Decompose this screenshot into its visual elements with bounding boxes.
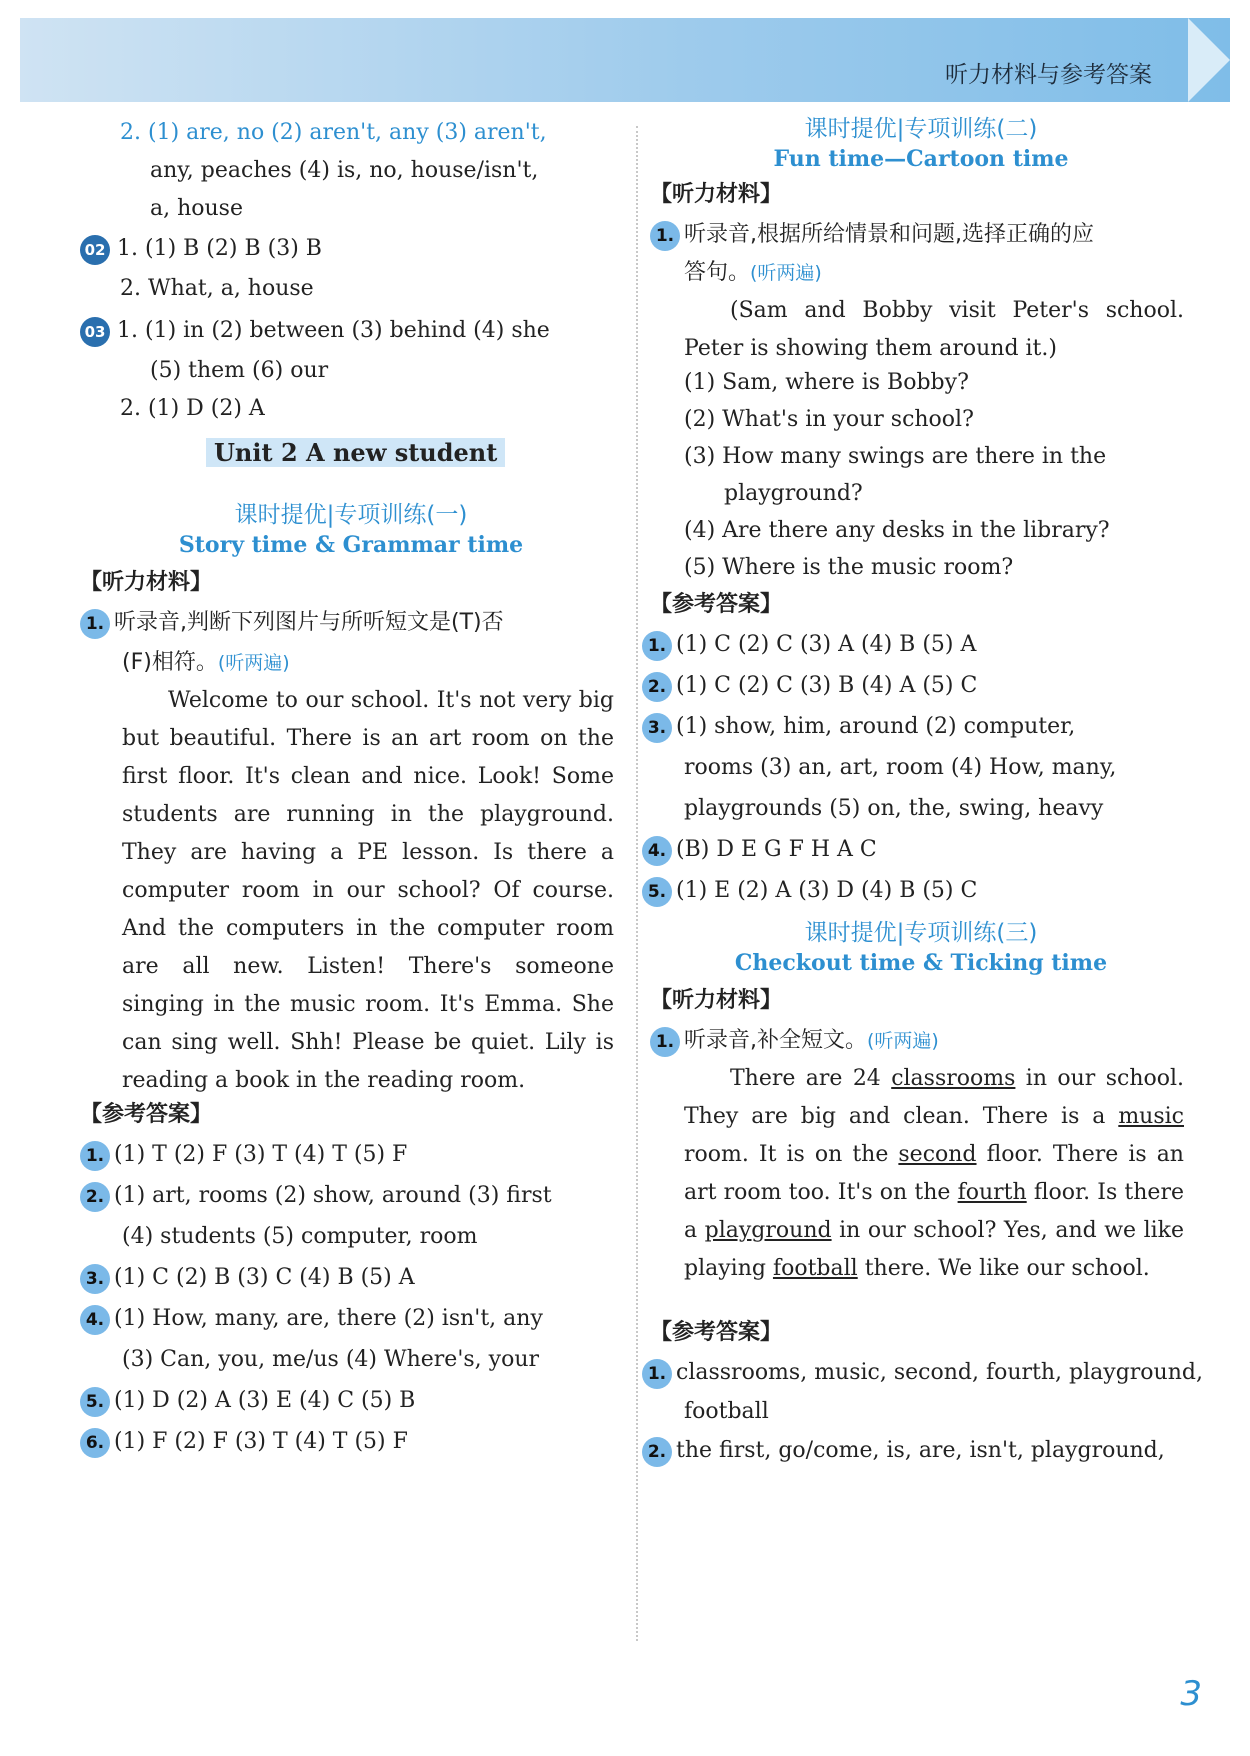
answer-line	[122, 1222, 478, 1252]
listening-question: (1) Sam, where is Bobby?	[684, 370, 969, 395]
q1-instruction: 1. 听录音,判断下列图片与所听短文是(T)否	[80, 608, 504, 639]
answer-number-badge: 4.	[80, 1305, 110, 1335]
answer-number-badge: 6.	[80, 1428, 110, 1458]
section-03	[80, 316, 550, 347]
answer-line	[642, 1436, 1165, 1467]
answer-line	[80, 1304, 543, 1335]
answer-text: (1) F (2) F (3) T (4) T (5) F	[114, 1429, 408, 1454]
section-subtitle-1: Story time & Grammar time	[178, 532, 524, 558]
section-subtitle-3: Checkout time & Ticking time	[734, 950, 1108, 976]
answer-number-badge: 3.	[80, 1264, 110, 1294]
q1-instruction: 1. 听录音,根据所给情景和问题,选择正确的应	[650, 220, 1094, 251]
answer-text: (1) D (2) A (3) E (4) C (5) B	[114, 1388, 416, 1413]
answer-text: (B) D E G F H A C	[676, 837, 877, 862]
section-tag: 03	[80, 317, 110, 347]
answer-number-badge: 1.	[642, 631, 672, 661]
q2-line-3: a, house	[150, 196, 243, 221]
listening-intro: (Sam and Bobby visit Peter's school. Peter is showing them around it.)	[684, 298, 1184, 361]
answer-text: (1) C (2) B (3) C (4) B (5) A	[114, 1265, 415, 1290]
listening-question: (4) Are there any desks in the library?	[684, 518, 1110, 543]
listening-question: (5) Where is the music room?	[684, 555, 1014, 580]
listening-passage: Welcome to our school. It's not very big but beautiful. There is an art room on the first floor. It's clean and nice. Look! Some students are running in the playground. They are having a PE lesson. Is there a computer room in our school? Of course. And the computers in the computer room are all new. Listen! There's someone singing in the music room. It's Emma. She can sing well. Shh! Please be quiet. Lily is reading a book in the reading room.	[122, 688, 614, 1093]
answer-line	[80, 1427, 408, 1458]
answer-number-badge: 2.	[80, 1182, 110, 1212]
q2-line-1: 2. (1) are, no (2) aren't, any (3) aren't,	[120, 120, 547, 145]
q1-instruction-cont: 答句。(听两遍)	[684, 260, 822, 285]
header-banner	[20, 18, 1230, 102]
answer-text: (1) T (2) F (3) T (4) T (5) F	[114, 1142, 408, 1167]
answers-heading: 【参考答案】	[650, 1320, 783, 1345]
cloze-answer: playground	[704, 1218, 832, 1243]
answer-text: (1) art, rooms (2) show, around (3) first	[114, 1183, 552, 1208]
listening-heading: 【听力材料】	[80, 570, 213, 595]
listening-heading: 【听力材料】	[650, 182, 783, 207]
answer-line	[80, 1386, 415, 1417]
answer-text: (4) students (5) computer, room	[122, 1224, 478, 1249]
answers-heading: 【参考答案】	[650, 592, 783, 617]
answer-text: classrooms, music, second, fourth, playground,	[676, 1360, 1203, 1385]
q2-line-2: any, peaches (4) is, no, house/isn't,	[150, 158, 539, 183]
answer-line	[80, 1140, 407, 1171]
answer-line	[684, 1397, 769, 1427]
unit-title: Unit 2 A new student	[206, 438, 505, 467]
answer-number-badge: 2.	[642, 1437, 672, 1467]
banner-arrow-icon	[1188, 18, 1230, 102]
answer-text: (1) C (2) C (3) B (4) A (5) C	[676, 673, 978, 698]
answer-text: (1) How, many, are, there (2) isn't, any	[114, 1306, 543, 1331]
listening-question: (3) How many swings are there in the	[684, 444, 1107, 469]
answer-line	[80, 1181, 552, 1212]
answer-text: the first, go/come, is, are, isn't, playground,	[676, 1438, 1165, 1463]
answer-line	[80, 1263, 415, 1294]
section-subtitle-2: Fun time—Cartoon time	[773, 146, 1069, 172]
cloze-answer: classrooms	[891, 1066, 1016, 1091]
q1b-instruction: 1. 听录音,补全短文。(听两遍)	[650, 1026, 939, 1057]
cloze-passage: There are 24 classrooms in our school. They are big and clean. There is a music room. It is on the second floor. There is an art room too. It's on the fourth floor. Is there a playground in our school? Yes, and we like playing football there. We like our school.	[684, 1066, 1185, 1281]
answer-line	[122, 1345, 539, 1375]
question-number-badge: 1.	[650, 221, 680, 251]
question-number-badge: 1.	[650, 1027, 680, 1057]
column-divider	[636, 126, 638, 1641]
s02-line-2: 2. What, a, house	[120, 276, 314, 301]
page-number: 3	[1180, 1674, 1202, 1714]
cloze-answer: fourth	[957, 1180, 1027, 1205]
question-number-badge: 1.	[80, 609, 110, 639]
section-title-2: 课时提优|专项训练(二)	[804, 116, 1038, 142]
answer-line	[642, 1358, 1203, 1389]
answer-number-badge: 3.	[642, 713, 672, 743]
answer-text: (1) E (2) A (3) D (4) B (5) C	[676, 878, 978, 903]
answer-line	[642, 630, 976, 661]
answer-number-badge: 2.	[642, 672, 672, 702]
answer-number-badge: 4.	[642, 836, 672, 866]
answer-line	[642, 876, 977, 907]
cloze-answer: music	[1118, 1104, 1184, 1129]
listening-question: playground?	[724, 481, 863, 506]
header-title: 听力材料与参考答案	[945, 62, 1152, 88]
s03-line-1: 1. (1) in (2) between (3) behind (4) she	[117, 318, 550, 343]
section-tag: 02	[80, 235, 110, 265]
s03-line-3: 2. (1) D (2) A	[120, 396, 265, 421]
section-title-3: 课时提优|专项训练(三)	[804, 920, 1038, 946]
cloze-answer: second	[898, 1142, 977, 1167]
section-02	[80, 234, 322, 265]
answer-text: (1) C (2) C (3) A (4) B (5) A	[676, 632, 977, 657]
section-title-1: 课时提优|专项训练(一)	[234, 502, 468, 528]
listening-heading: 【听力材料】	[650, 988, 783, 1013]
answer-text: (1) show, him, around (2) computer,	[676, 714, 1076, 739]
s02-line-1: 1. (1) B (2) B (3) B	[117, 236, 322, 261]
cloze-answer: football	[772, 1256, 858, 1281]
answer-line	[642, 671, 977, 702]
answer-text: playgrounds (5) on, the, swing, heavy	[684, 796, 1104, 821]
answer-text: rooms (3) an, art, room (4) How, many,	[684, 755, 1117, 780]
answer-text: football	[684, 1399, 769, 1424]
answer-number-badge: 5.	[80, 1387, 110, 1417]
answer-line	[642, 712, 1075, 743]
answer-text: (3) Can, you, me/us (4) Where's, your	[122, 1347, 540, 1372]
listening-question: (2) What's in your school?	[684, 407, 974, 432]
answer-number-badge: 1.	[642, 1359, 672, 1389]
answer-line	[684, 753, 1116, 783]
s03-line-2: (5) them (6) our	[150, 358, 329, 383]
answer-line	[684, 794, 1103, 824]
answer-line	[642, 835, 877, 866]
q1-instruction-cont: (F)相符。(听两遍)	[122, 650, 290, 675]
answers-heading: 【参考答案】	[80, 1102, 213, 1127]
answer-number-badge: 1.	[80, 1141, 110, 1171]
answer-number-badge: 5.	[642, 877, 672, 907]
